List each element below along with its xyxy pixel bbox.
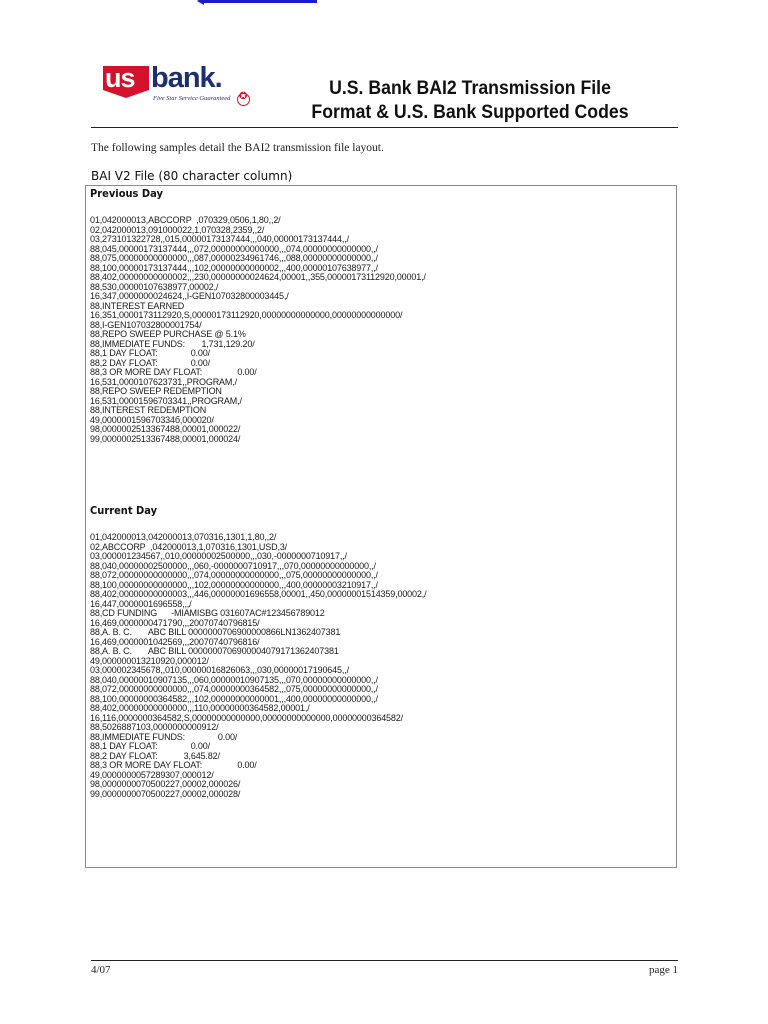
- current-day-heading: Current Day: [90, 504, 158, 517]
- record-line: 88,3 OR MORE DAY FLOAT: 0.00/: [90, 367, 257, 377]
- five-star-seal-icon: [237, 93, 250, 106]
- record-line: 88,2 DAY FLOAT: 3,645.82/: [90, 750, 220, 761]
- record-line: 88,3 OR MORE DAY FLOAT: 0.00/: [90, 760, 257, 770]
- logo-us-text: us: [105, 63, 135, 93]
- record-line: 03,273101322728,,015,00000173137444,,,040,00000173137444,,/: [90, 234, 349, 244]
- record-line: 01,042000013,ABCCORP ,070329,0506,1,80,,2/: [90, 215, 281, 225]
- record-line: 16,347,0000000024624,,I-GEN107032800003445,/: [90, 291, 289, 301]
- record-line: 88,100,00000173137444,,,102,00000000000002,,,400,00000107638977,,/: [90, 262, 378, 273]
- back-arrow-icon[interactable]: [203, 0, 317, 3]
- record-line: 88,402,00000000000002,,,230,00000000024624,00001,,355,00000173112920,00001,/: [90, 272, 426, 282]
- record-line: 88,072,00000000000000,,,074,00000000000000,,,075,00000000000000,,/: [90, 570, 378, 580]
- record-line: 88,402,00000000000000,,,110,00000000364582,00001,/: [90, 703, 310, 713]
- header-divider: [91, 127, 678, 128]
- logo-tagline: Five Star Service Guaranteed: [153, 95, 231, 102]
- record-line: 88,INTEREST REDEMPTION: [90, 405, 207, 415]
- previous-day-heading: Previous Day: [90, 187, 163, 200]
- record-line: 88,A. B. C. ABC BILL 0000000706900000866LN1362407381: [90, 627, 341, 637]
- record-line: 16,531,00001596703341,,PROGRAM,/: [90, 395, 242, 406]
- record-line: 16,469,0000000471790,,,20070740796815/: [90, 617, 260, 628]
- record-line: 03,000002345678,,010,00000016826063,,,030,00000017190645,,/: [90, 665, 349, 675]
- record-line: 88,072,00000000000000,,,074,00000000364582,,,075,00000000000000,,/: [90, 684, 378, 694]
- record-line: 49,000000013210920,000012/: [90, 655, 209, 666]
- record-line: 02,042000013,091000022,1,070328,2359,,2/: [90, 224, 265, 235]
- record-line: 03,000001234567,,010,00000002500000,,,030,-0000000710917,,/: [90, 551, 347, 561]
- record-line: 98,0000000070500227,00002,000026/: [90, 779, 241, 789]
- record-line: 99,0000002513367488,00001,000024/: [90, 433, 241, 444]
- logo-bank-text: bank.: [151, 62, 222, 94]
- record-line: 88,5026887103,0000000000912/: [90, 722, 219, 732]
- record-line: 01,042000013,042000013,070316,1301,1,80,,2/: [90, 532, 277, 542]
- record-line: 88,530,00000107638977,00002,/: [90, 281, 219, 292]
- record-line: 88,INTEREST EARNED: [90, 300, 185, 311]
- current-day-records: [90, 533, 426, 799]
- us-bank-logo: [103, 62, 255, 110]
- record-line: 88,IMMEDIATE FUNDS: 0.00/: [90, 731, 238, 742]
- record-line: 99,0000000070500227,00002,000028/: [90, 788, 241, 799]
- record-line: 16,351,0000173112920,S,00000173112920,00000000000000,00000000000000/: [90, 310, 403, 320]
- record-line: 88,REPO SWEEP PURCHASE @ 5.1%: [90, 329, 246, 339]
- footer-date: 4/07: [91, 964, 111, 976]
- record-line: 16,447,0000001696558,,,/: [90, 598, 192, 609]
- record-line: 88,040,00000002500000,,,060,-0000000710917,,,070,00000000000000,,/: [90, 560, 376, 571]
- record-line: 88,I-GEN107032800001754/: [90, 319, 202, 330]
- record-line: 88,045,00000173137444,,,072,00000000000000,,,074,00000000000000,,/: [90, 243, 378, 254]
- record-line: 88,2 DAY FLOAT: 0.00/: [90, 357, 210, 368]
- record-line: 88,1 DAY FLOAT: 0.00/: [90, 348, 210, 358]
- record-line: 16,531,0000107623731,,PROGRAM,/: [90, 376, 237, 387]
- record-line: 16,116,0000000364582,S,00000000000000,00000000000000,00000000364582/: [90, 712, 403, 723]
- record-line: 02,ABCCORP ,042000013,1,070316,1301,USD,3/: [90, 541, 288, 552]
- record-line: 88,CD FUNDING -MIAMISBG 031607AC#123456789012: [90, 608, 325, 618]
- footer-page-number: page 1: [648, 964, 678, 976]
- record-line: 98,0000002513367488,00001,000022/: [90, 424, 241, 434]
- record-line: 88,402,00000000000003,,,446,00000001696558,00001,,450,00000001514359,00002,/: [90, 589, 427, 599]
- record-line: 88,IMMEDIATE FUNDS: 1,731,129.20/: [90, 338, 255, 349]
- record-line: 49,0000000057289307,000012/: [90, 769, 214, 780]
- document-title: [284, 77, 656, 125]
- record-line: 88,A. B. C. ABC BILL 000000070690000407917136240738​1: [90, 646, 339, 656]
- record-line: 49,000000159670334б,000020/: [90, 414, 214, 425]
- intro-text: The following samples detail the BAI2 transmission file layout.: [91, 142, 384, 154]
- title-line-2: Format & U.S. Bank Supported Codes: [311, 102, 629, 123]
- record-line: 88,1 DAY FLOAT: 0.00/: [90, 741, 210, 751]
- footer-divider: [91, 960, 678, 961]
- record-line: 88,100,00000000364582,,,102,00000000000001,,,400,00000000000000,,/: [90, 693, 378, 704]
- section-title: BAI V2 File (80 character column): [91, 169, 293, 183]
- record-line: 88,040,00000010907135,,,060,00000010907135,,,070,00000000000000,,/: [90, 674, 378, 685]
- record-line: 88,075,00000000000000,,,087,00000234961746,,,088,00000000000000,,/: [90, 253, 378, 263]
- previous-day-records: [90, 216, 426, 444]
- title-line-1: U.S. Bank BAI2 Transmission File: [329, 78, 611, 99]
- record-line: 16,469,0000001042569,,,20070740796816/: [90, 636, 260, 647]
- record-line: 88,REPO SWEEP REDEMPTION: [90, 386, 222, 396]
- record-line: 88,100,00000000000000,,,102,00000000000000,,,400,00000003210917,,/: [90, 579, 378, 590]
